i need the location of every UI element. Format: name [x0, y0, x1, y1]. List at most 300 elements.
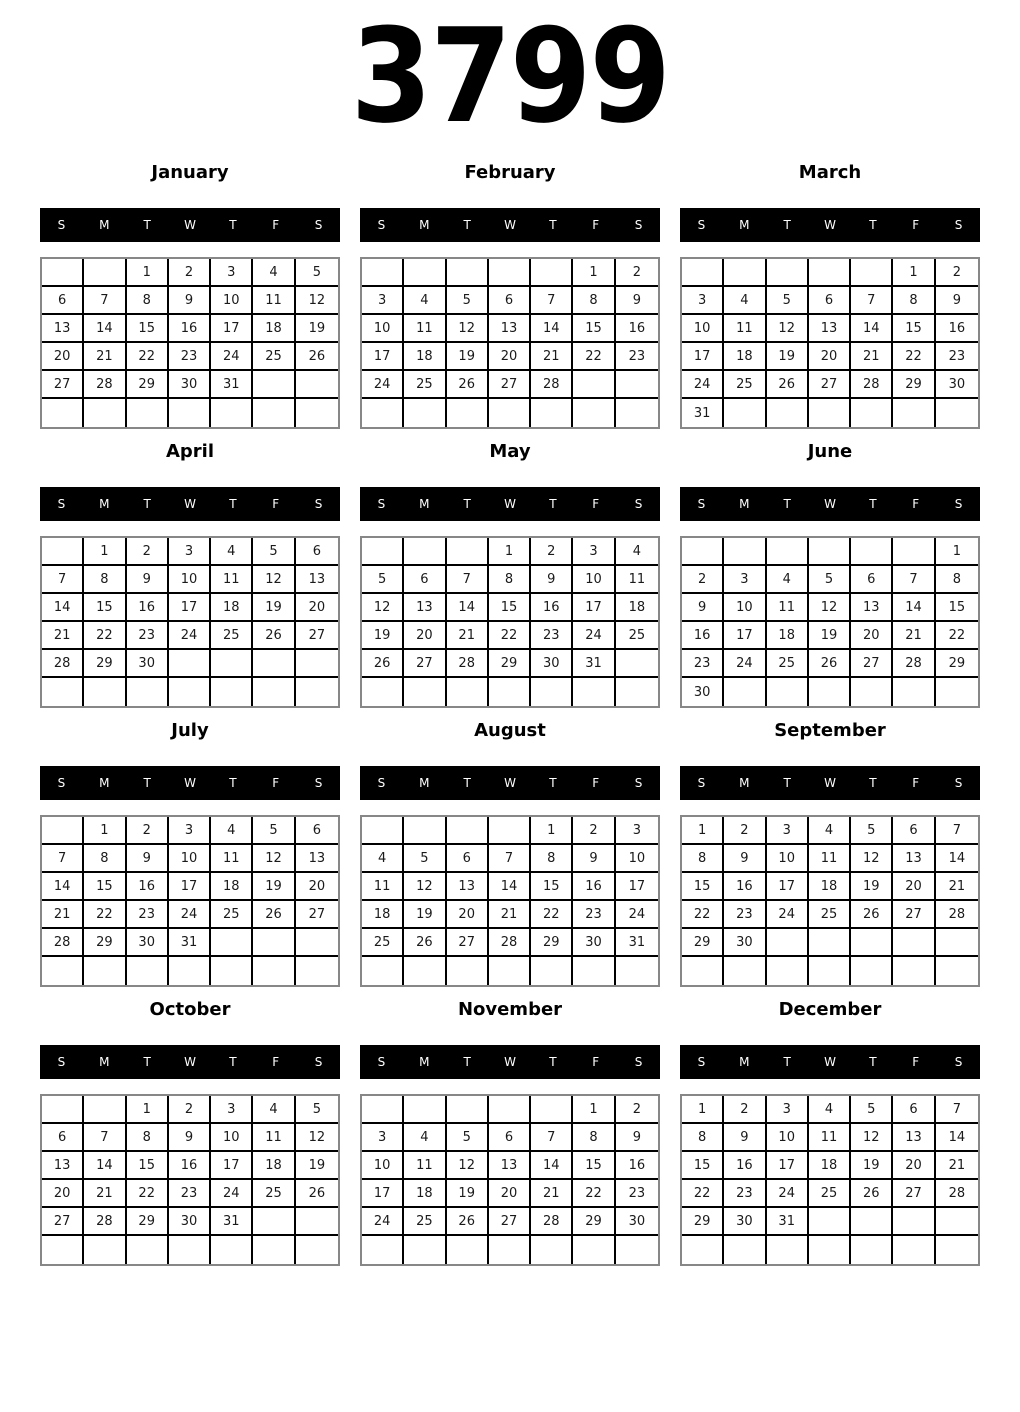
- day-cell: [851, 957, 893, 985]
- day-cell: [573, 371, 615, 399]
- day-cell: 27: [42, 1208, 84, 1236]
- day-cell: 1: [84, 538, 126, 566]
- day-cell: 6: [893, 817, 935, 845]
- day-cell: 20: [489, 343, 531, 371]
- day-cell: [893, 1236, 935, 1264]
- weekday-label: W: [184, 1055, 196, 1069]
- day-cell: 13: [809, 315, 851, 343]
- weekday-label: T: [229, 497, 237, 511]
- day-cell: [809, 1236, 851, 1264]
- day-cell: 26: [809, 650, 851, 678]
- day-cell: [447, 399, 489, 427]
- week-row: [682, 678, 978, 706]
- day-cell: 18: [724, 343, 766, 371]
- day-cell: 17: [169, 873, 211, 901]
- day-cell: [296, 929, 338, 957]
- day-cell: [936, 678, 978, 706]
- weekday-label: S: [377, 776, 386, 790]
- weekday-label: S: [377, 1055, 386, 1069]
- day-cell: 20: [404, 622, 446, 650]
- week-row: [42, 1124, 338, 1152]
- weekday-label: S: [954, 776, 963, 790]
- day-cell: 25: [211, 622, 253, 650]
- day-cell: [531, 957, 573, 985]
- day-cell: 1: [893, 259, 935, 287]
- month-title: December: [778, 999, 882, 1020]
- day-cell: [851, 1236, 893, 1264]
- month-date-grid: [680, 536, 980, 708]
- day-cell: 13: [893, 1124, 935, 1152]
- weekday-label: S: [314, 497, 323, 511]
- day-cell: 1: [127, 1096, 169, 1124]
- day-cell: [127, 678, 169, 706]
- day-cell: [84, 1236, 126, 1264]
- day-cell: 30: [531, 650, 573, 678]
- day-cell: 28: [893, 650, 935, 678]
- day-cell: [616, 1236, 658, 1264]
- day-cell: 18: [253, 1152, 295, 1180]
- day-cell: [42, 538, 84, 566]
- day-cell: 30: [127, 929, 169, 957]
- day-cell: 10: [362, 1152, 404, 1180]
- day-cell: [211, 1236, 253, 1264]
- day-cell: 23: [724, 901, 766, 929]
- day-cell: 20: [296, 873, 338, 901]
- day-cell: [489, 817, 531, 845]
- weekday-label: M: [739, 218, 750, 232]
- day-cell: 22: [893, 343, 935, 371]
- day-cell: 20: [447, 901, 489, 929]
- day-cell: 22: [573, 1180, 615, 1208]
- day-cell: 1: [573, 259, 615, 287]
- day-cell: 14: [489, 873, 531, 901]
- day-cell: [531, 399, 573, 427]
- weekday-label: W: [184, 497, 196, 511]
- day-cell: [211, 929, 253, 957]
- day-cell: [851, 929, 893, 957]
- week-row: [362, 371, 658, 399]
- day-cell: [936, 399, 978, 427]
- weekday-label: T: [869, 1055, 877, 1069]
- year-text: 3799: [350, 0, 670, 152]
- day-cell: 11: [253, 287, 295, 315]
- day-cell: 15: [936, 594, 978, 622]
- day-cell: 3: [211, 1096, 253, 1124]
- day-cell: 17: [169, 594, 211, 622]
- weekday-header-row: [40, 208, 340, 242]
- day-cell: 1: [573, 1096, 615, 1124]
- week-row: [42, 957, 338, 985]
- day-cell: 12: [296, 1124, 338, 1152]
- day-cell: [616, 399, 658, 427]
- week-row: [682, 287, 978, 315]
- day-cell: 17: [362, 343, 404, 371]
- day-cell: 27: [489, 1208, 531, 1236]
- weekday-label: S: [314, 218, 323, 232]
- day-cell: [447, 538, 489, 566]
- month-november: [360, 996, 660, 1266]
- month-july: [40, 717, 340, 987]
- month-title: March: [798, 162, 862, 183]
- day-cell: 19: [253, 873, 295, 901]
- week-row: [42, 1180, 338, 1208]
- month-october: [40, 996, 340, 1266]
- weekday-label: W: [184, 776, 196, 790]
- day-cell: 25: [809, 1180, 851, 1208]
- day-cell: [851, 259, 893, 287]
- day-cell: [489, 259, 531, 287]
- weekday-label: M: [419, 497, 430, 511]
- day-cell: [724, 1236, 766, 1264]
- week-row: [682, 873, 978, 901]
- day-cell: 13: [404, 594, 446, 622]
- day-cell: [404, 957, 446, 985]
- week-row: [682, 594, 978, 622]
- day-cell: 26: [296, 343, 338, 371]
- week-row: [682, 929, 978, 957]
- day-cell: 16: [616, 1152, 658, 1180]
- week-row: [42, 650, 338, 678]
- day-cell: 7: [531, 287, 573, 315]
- day-cell: [253, 678, 295, 706]
- day-cell: 2: [127, 538, 169, 566]
- day-cell: 24: [211, 1180, 253, 1208]
- day-cell: 20: [893, 873, 935, 901]
- day-cell: 13: [489, 1152, 531, 1180]
- day-cell: 2: [616, 1096, 658, 1124]
- day-cell: [767, 929, 809, 957]
- day-cell: 28: [42, 929, 84, 957]
- day-cell: 6: [489, 287, 531, 315]
- weekday-label: F: [912, 497, 920, 511]
- weekday-label: S: [954, 218, 963, 232]
- day-cell: 6: [404, 566, 446, 594]
- day-cell: 10: [211, 1124, 253, 1152]
- day-cell: 19: [767, 343, 809, 371]
- day-cell: 1: [936, 538, 978, 566]
- day-cell: 4: [767, 566, 809, 594]
- day-cell: 26: [851, 901, 893, 929]
- day-cell: 10: [682, 315, 724, 343]
- day-cell: [296, 957, 338, 985]
- day-cell: 29: [84, 650, 126, 678]
- day-cell: 14: [84, 315, 126, 343]
- day-cell: 18: [253, 315, 295, 343]
- week-row: [362, 817, 658, 845]
- day-cell: 16: [682, 622, 724, 650]
- week-row: [682, 650, 978, 678]
- weekday-label: M: [419, 776, 430, 790]
- day-cell: 14: [531, 1152, 573, 1180]
- day-cell: 21: [936, 1152, 978, 1180]
- day-cell: 16: [724, 1152, 766, 1180]
- day-cell: 12: [447, 315, 489, 343]
- weekday-label: T: [143, 497, 151, 511]
- day-cell: 19: [851, 873, 893, 901]
- day-cell: [296, 399, 338, 427]
- week-row: [682, 1236, 978, 1264]
- day-cell: 9: [573, 845, 615, 873]
- day-cell: 17: [767, 873, 809, 901]
- day-cell: 18: [211, 594, 253, 622]
- weekday-label: S: [634, 776, 643, 790]
- month-title: May: [489, 441, 531, 462]
- day-cell: [404, 1236, 446, 1264]
- day-cell: [809, 678, 851, 706]
- day-cell: 10: [169, 845, 211, 873]
- day-cell: 21: [893, 622, 935, 650]
- weekday-label: S: [377, 497, 386, 511]
- day-cell: [362, 1096, 404, 1124]
- day-cell: 11: [404, 1152, 446, 1180]
- day-cell: 31: [573, 650, 615, 678]
- day-cell: 15: [531, 873, 573, 901]
- day-cell: [362, 678, 404, 706]
- weekday-label: W: [504, 497, 516, 511]
- month-june: [680, 438, 980, 708]
- week-row: [42, 1152, 338, 1180]
- day-cell: 2: [724, 1096, 766, 1124]
- day-cell: 31: [682, 399, 724, 427]
- day-cell: 19: [253, 594, 295, 622]
- day-cell: 3: [767, 817, 809, 845]
- day-cell: [84, 259, 126, 287]
- day-cell: 2: [936, 259, 978, 287]
- day-cell: 4: [211, 817, 253, 845]
- day-cell: 23: [682, 650, 724, 678]
- weekday-header-row: [680, 487, 980, 521]
- day-cell: 24: [616, 901, 658, 929]
- weekday-header-row: [680, 1045, 980, 1079]
- week-row: [42, 845, 338, 873]
- day-cell: 1: [127, 259, 169, 287]
- day-cell: 22: [84, 901, 126, 929]
- week-row: [682, 817, 978, 845]
- day-cell: 10: [616, 845, 658, 873]
- weekday-label: T: [229, 776, 237, 790]
- week-row: [42, 259, 338, 287]
- weekday-label: T: [143, 218, 151, 232]
- month-title: October: [149, 999, 231, 1020]
- day-cell: 2: [169, 1096, 211, 1124]
- week-row: [682, 343, 978, 371]
- week-row: [362, 1124, 658, 1152]
- day-cell: 12: [809, 594, 851, 622]
- day-cell: 7: [84, 287, 126, 315]
- week-row: [362, 845, 658, 873]
- day-cell: 4: [404, 1124, 446, 1152]
- day-cell: [211, 399, 253, 427]
- day-cell: 25: [404, 371, 446, 399]
- month-date-grid: [360, 536, 660, 708]
- day-cell: 14: [936, 845, 978, 873]
- weekday-label: M: [739, 776, 750, 790]
- weekday-header-row: [360, 208, 660, 242]
- day-cell: 5: [362, 566, 404, 594]
- day-cell: 10: [767, 1124, 809, 1152]
- week-row: [42, 538, 338, 566]
- week-row: [362, 315, 658, 343]
- day-cell: [893, 399, 935, 427]
- day-cell: 24: [724, 650, 766, 678]
- day-cell: 29: [573, 1208, 615, 1236]
- week-row: [682, 957, 978, 985]
- day-cell: 12: [767, 315, 809, 343]
- weekday-label: W: [504, 1055, 516, 1069]
- day-cell: 17: [573, 594, 615, 622]
- day-cell: 4: [253, 259, 295, 287]
- day-cell: 10: [211, 287, 253, 315]
- day-cell: 18: [616, 594, 658, 622]
- month-title: April: [165, 441, 215, 462]
- day-cell: 9: [682, 594, 724, 622]
- day-cell: 25: [616, 622, 658, 650]
- day-cell: 30: [616, 1208, 658, 1236]
- day-cell: [84, 399, 126, 427]
- day-cell: 27: [404, 650, 446, 678]
- day-cell: 3: [362, 1124, 404, 1152]
- week-row: [682, 1208, 978, 1236]
- day-cell: 13: [296, 566, 338, 594]
- day-cell: [851, 678, 893, 706]
- day-cell: 1: [531, 817, 573, 845]
- day-cell: [362, 399, 404, 427]
- day-cell: 15: [573, 1152, 615, 1180]
- month-title: June: [807, 441, 853, 462]
- day-cell: 30: [169, 1208, 211, 1236]
- day-cell: [169, 399, 211, 427]
- week-row: [362, 1152, 658, 1180]
- date-table: [42, 259, 338, 427]
- weekday-label: F: [272, 218, 280, 232]
- week-row: [362, 594, 658, 622]
- month-date-grid: [680, 1094, 980, 1266]
- month-september: [680, 717, 980, 987]
- day-cell: 29: [127, 1208, 169, 1236]
- day-cell: 15: [84, 594, 126, 622]
- day-cell: 4: [724, 287, 766, 315]
- day-cell: 24: [362, 371, 404, 399]
- day-cell: [127, 1236, 169, 1264]
- day-cell: 25: [211, 901, 253, 929]
- day-cell: [573, 957, 615, 985]
- day-cell: 8: [573, 287, 615, 315]
- week-row: [362, 873, 658, 901]
- day-cell: 7: [851, 287, 893, 315]
- day-cell: 15: [489, 594, 531, 622]
- week-row: [362, 538, 658, 566]
- day-cell: 3: [616, 817, 658, 845]
- day-cell: 6: [489, 1124, 531, 1152]
- day-cell: 1: [84, 817, 126, 845]
- day-cell: [404, 678, 446, 706]
- day-cell: [404, 399, 446, 427]
- week-row: [682, 1124, 978, 1152]
- day-cell: 8: [84, 566, 126, 594]
- weekday-label: S: [634, 218, 643, 232]
- day-cell: 5: [296, 1096, 338, 1124]
- day-cell: 5: [851, 817, 893, 845]
- weekday-label: F: [272, 776, 280, 790]
- day-cell: 3: [767, 1096, 809, 1124]
- day-cell: 2: [682, 566, 724, 594]
- day-cell: 24: [573, 622, 615, 650]
- day-cell: 23: [616, 343, 658, 371]
- day-cell: [127, 399, 169, 427]
- day-cell: 31: [616, 929, 658, 957]
- day-cell: [616, 371, 658, 399]
- weekday-label: W: [824, 776, 836, 790]
- month-title: July: [171, 720, 209, 741]
- day-cell: [253, 929, 295, 957]
- day-cell: 21: [531, 1180, 573, 1208]
- day-cell: 29: [682, 929, 724, 957]
- weekday-label: S: [697, 218, 706, 232]
- day-cell: [682, 538, 724, 566]
- day-cell: 28: [936, 1180, 978, 1208]
- day-cell: 19: [404, 901, 446, 929]
- day-cell: 3: [169, 538, 211, 566]
- day-cell: 21: [42, 901, 84, 929]
- day-cell: 6: [296, 538, 338, 566]
- week-row: [42, 1208, 338, 1236]
- day-cell: 11: [404, 315, 446, 343]
- day-cell: 22: [84, 622, 126, 650]
- weekday-label: S: [954, 1055, 963, 1069]
- day-cell: 30: [724, 1208, 766, 1236]
- day-cell: 5: [447, 287, 489, 315]
- weekday-label: S: [314, 1055, 323, 1069]
- day-cell: 17: [724, 622, 766, 650]
- day-cell: 18: [404, 1180, 446, 1208]
- day-cell: 4: [809, 1096, 851, 1124]
- day-cell: [724, 678, 766, 706]
- day-cell: 6: [893, 1096, 935, 1124]
- day-cell: [489, 957, 531, 985]
- day-cell: [362, 957, 404, 985]
- day-cell: [296, 650, 338, 678]
- weekday-header-row: [680, 766, 980, 800]
- week-row: [362, 957, 658, 985]
- day-cell: 25: [767, 650, 809, 678]
- day-cell: [447, 817, 489, 845]
- day-cell: 7: [531, 1124, 573, 1152]
- weekday-label: W: [824, 1055, 836, 1069]
- day-cell: 28: [851, 371, 893, 399]
- day-cell: 23: [127, 622, 169, 650]
- day-cell: 31: [211, 371, 253, 399]
- day-cell: 12: [851, 845, 893, 873]
- weekday-label: F: [272, 1055, 280, 1069]
- weekday-label: F: [592, 218, 600, 232]
- day-cell: 5: [404, 845, 446, 873]
- weekday-header-row: [680, 208, 980, 242]
- day-cell: [724, 399, 766, 427]
- day-cell: [404, 817, 446, 845]
- day-cell: 17: [362, 1180, 404, 1208]
- weekday-label: W: [504, 218, 516, 232]
- weekday-label: T: [783, 218, 791, 232]
- weekday-label: T: [463, 497, 471, 511]
- day-cell: 15: [127, 1152, 169, 1180]
- day-cell: 13: [893, 845, 935, 873]
- week-row: [682, 622, 978, 650]
- day-cell: 15: [682, 1152, 724, 1180]
- day-cell: 15: [682, 873, 724, 901]
- day-cell: 28: [531, 371, 573, 399]
- day-cell: 24: [767, 1180, 809, 1208]
- day-cell: 12: [253, 566, 295, 594]
